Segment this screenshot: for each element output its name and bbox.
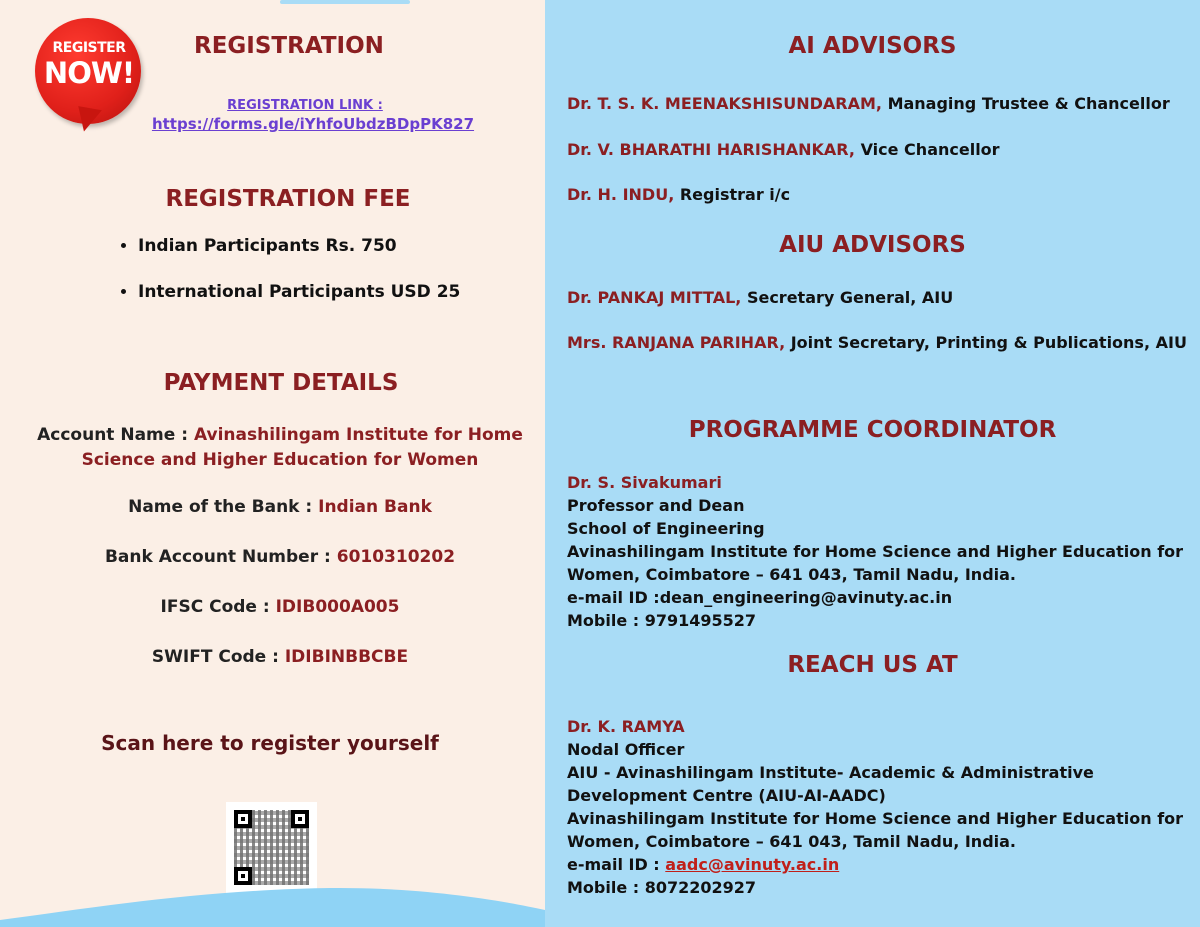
bank-value: Indian Bank bbox=[318, 497, 432, 517]
reach-email-label: e-mail ID : bbox=[567, 855, 660, 874]
ai-advisor-1 bbox=[567, 94, 1170, 113]
account-name-label: Account Name : bbox=[37, 425, 189, 445]
badge-line1: REGISTER bbox=[52, 40, 126, 56]
aiu-advisor-1-role: Secretary General, AIU bbox=[746, 288, 954, 307]
coordinator-title: PROGRAMME COORDINATOR bbox=[688, 417, 1057, 443]
reach-email-link[interactable]: aadc@avinuty.ac.in bbox=[665, 855, 840, 874]
ifsc-code bbox=[20, 597, 540, 617]
reach-line-3: Development Centre (AIU-AI-AADC) bbox=[567, 786, 886, 805]
right-panel bbox=[545, 0, 1200, 927]
coordinator-email: e-mail ID :dean_engineering@avinuty.ac.in bbox=[567, 588, 953, 607]
reach-line-5: Women, Coimbatore – 641 043, Tamil Nadu, India. bbox=[567, 832, 1017, 851]
left-panel bbox=[0, 0, 545, 927]
reach-mobile: Mobile : 8072202927 bbox=[567, 878, 757, 897]
ai-advisor-2-role: Vice Chancellor bbox=[860, 140, 1000, 159]
qr-finder-tl bbox=[234, 810, 252, 828]
registration-link-label[interactable]: REGISTRATION LINK : bbox=[227, 98, 383, 113]
registration-title: REGISTRATION bbox=[194, 33, 384, 59]
swift-value: IDIBINBBCBE bbox=[284, 647, 409, 667]
bank-name bbox=[20, 497, 540, 517]
bottom-wave bbox=[0, 880, 545, 927]
reach-title: REACH US AT bbox=[787, 652, 958, 678]
coordinator-block bbox=[567, 471, 1183, 632]
ai-advisor-3 bbox=[567, 185, 790, 204]
acc-no-label: Bank Account Number : bbox=[104, 547, 331, 567]
swift-code bbox=[20, 647, 540, 667]
ai-advisor-2 bbox=[567, 140, 1000, 159]
aiu-advisor-1-name: Dr. PANKAJ MITTAL, bbox=[567, 288, 742, 307]
ifsc-value: IDIB000A005 bbox=[275, 597, 400, 617]
qr-finder-tr bbox=[291, 810, 309, 828]
ai-advisor-1-role: Managing Trustee & Chancellor bbox=[887, 94, 1170, 113]
aiu-advisor-2 bbox=[567, 333, 1187, 352]
aiu-advisor-2-name: Mrs. RANJANA PARIHAR, bbox=[567, 333, 786, 352]
swift-label: SWIFT Code : bbox=[151, 647, 279, 667]
ai-advisor-2-name: Dr. V. BHARATHI HARISHANKAR, bbox=[567, 140, 855, 159]
registration-link-label-wrap bbox=[0, 94, 545, 113]
fee-item-indian: • Indian Participants Rs. 750 bbox=[138, 236, 460, 256]
coordinator-line-3: Avinashilingam Institute for Home Science and Higher Education for bbox=[567, 542, 1184, 561]
aiu-advisor-2-role: Joint Secretary, Printing & Publications, AIU bbox=[790, 333, 1187, 352]
reach-block bbox=[567, 715, 1183, 899]
ai-advisor-3-name: Dr. H. INDU, bbox=[567, 185, 675, 204]
ifsc-label: IFSC Code : bbox=[160, 597, 270, 617]
badge-line2: NOW! bbox=[43, 56, 135, 90]
acc-no-value: 6010310202 bbox=[336, 547, 456, 567]
reach-name: Dr. K. RAMYA bbox=[567, 717, 685, 736]
ai-advisor-3-role: Registrar i/c bbox=[679, 185, 791, 204]
coordinator-line-4: Women, Coimbatore – 641 043, Tamil Nadu, India. bbox=[567, 565, 1017, 584]
registration-link-url[interactable]: https://forms.gle/iYhfoUbdzBDpPK827 bbox=[151, 115, 475, 133]
coordinator-line-2: School of Engineering bbox=[567, 519, 765, 538]
coordinator-line-1: Professor and Dean bbox=[567, 496, 745, 515]
fee-title: REGISTRATION FEE bbox=[165, 186, 411, 212]
aiu-advisors-title: AIU ADVISORS bbox=[779, 232, 966, 258]
account-name-value: Avinashilingam Institute for Home Science and Higher Education for Women bbox=[81, 425, 523, 470]
account-name bbox=[20, 423, 540, 473]
account-number bbox=[20, 547, 540, 567]
fee-item-international: • International Participants USD 25 bbox=[138, 282, 460, 302]
fee-list bbox=[112, 236, 460, 328]
top-accent bbox=[280, 0, 410, 4]
coordinator-mobile: Mobile : 9791495527 bbox=[567, 611, 757, 630]
reach-line-1: Nodal Officer bbox=[567, 740, 685, 759]
reach-line-4: Avinashilingam Institute for Home Science and Higher Education for bbox=[567, 809, 1184, 828]
registration-link-url-wrap bbox=[0, 114, 545, 133]
reach-line-2: AIU - Avinashilingam Institute- Academic & Administrative bbox=[567, 763, 1094, 782]
scan-text: Scan here to register yourself bbox=[101, 731, 439, 755]
ai-advisors-title: AI ADVISORS bbox=[788, 33, 957, 59]
coordinator-name: Dr. S. Sivakumari bbox=[567, 473, 722, 492]
aiu-advisor-1 bbox=[567, 288, 953, 307]
ai-advisor-1-name: Dr. T. S. K. MEENAKSHISUNDARAM, bbox=[567, 94, 882, 113]
payment-title: PAYMENT DETAILS bbox=[163, 370, 399, 396]
reach-email-row bbox=[567, 853, 1183, 876]
bank-label: Name of the Bank : bbox=[128, 497, 313, 517]
